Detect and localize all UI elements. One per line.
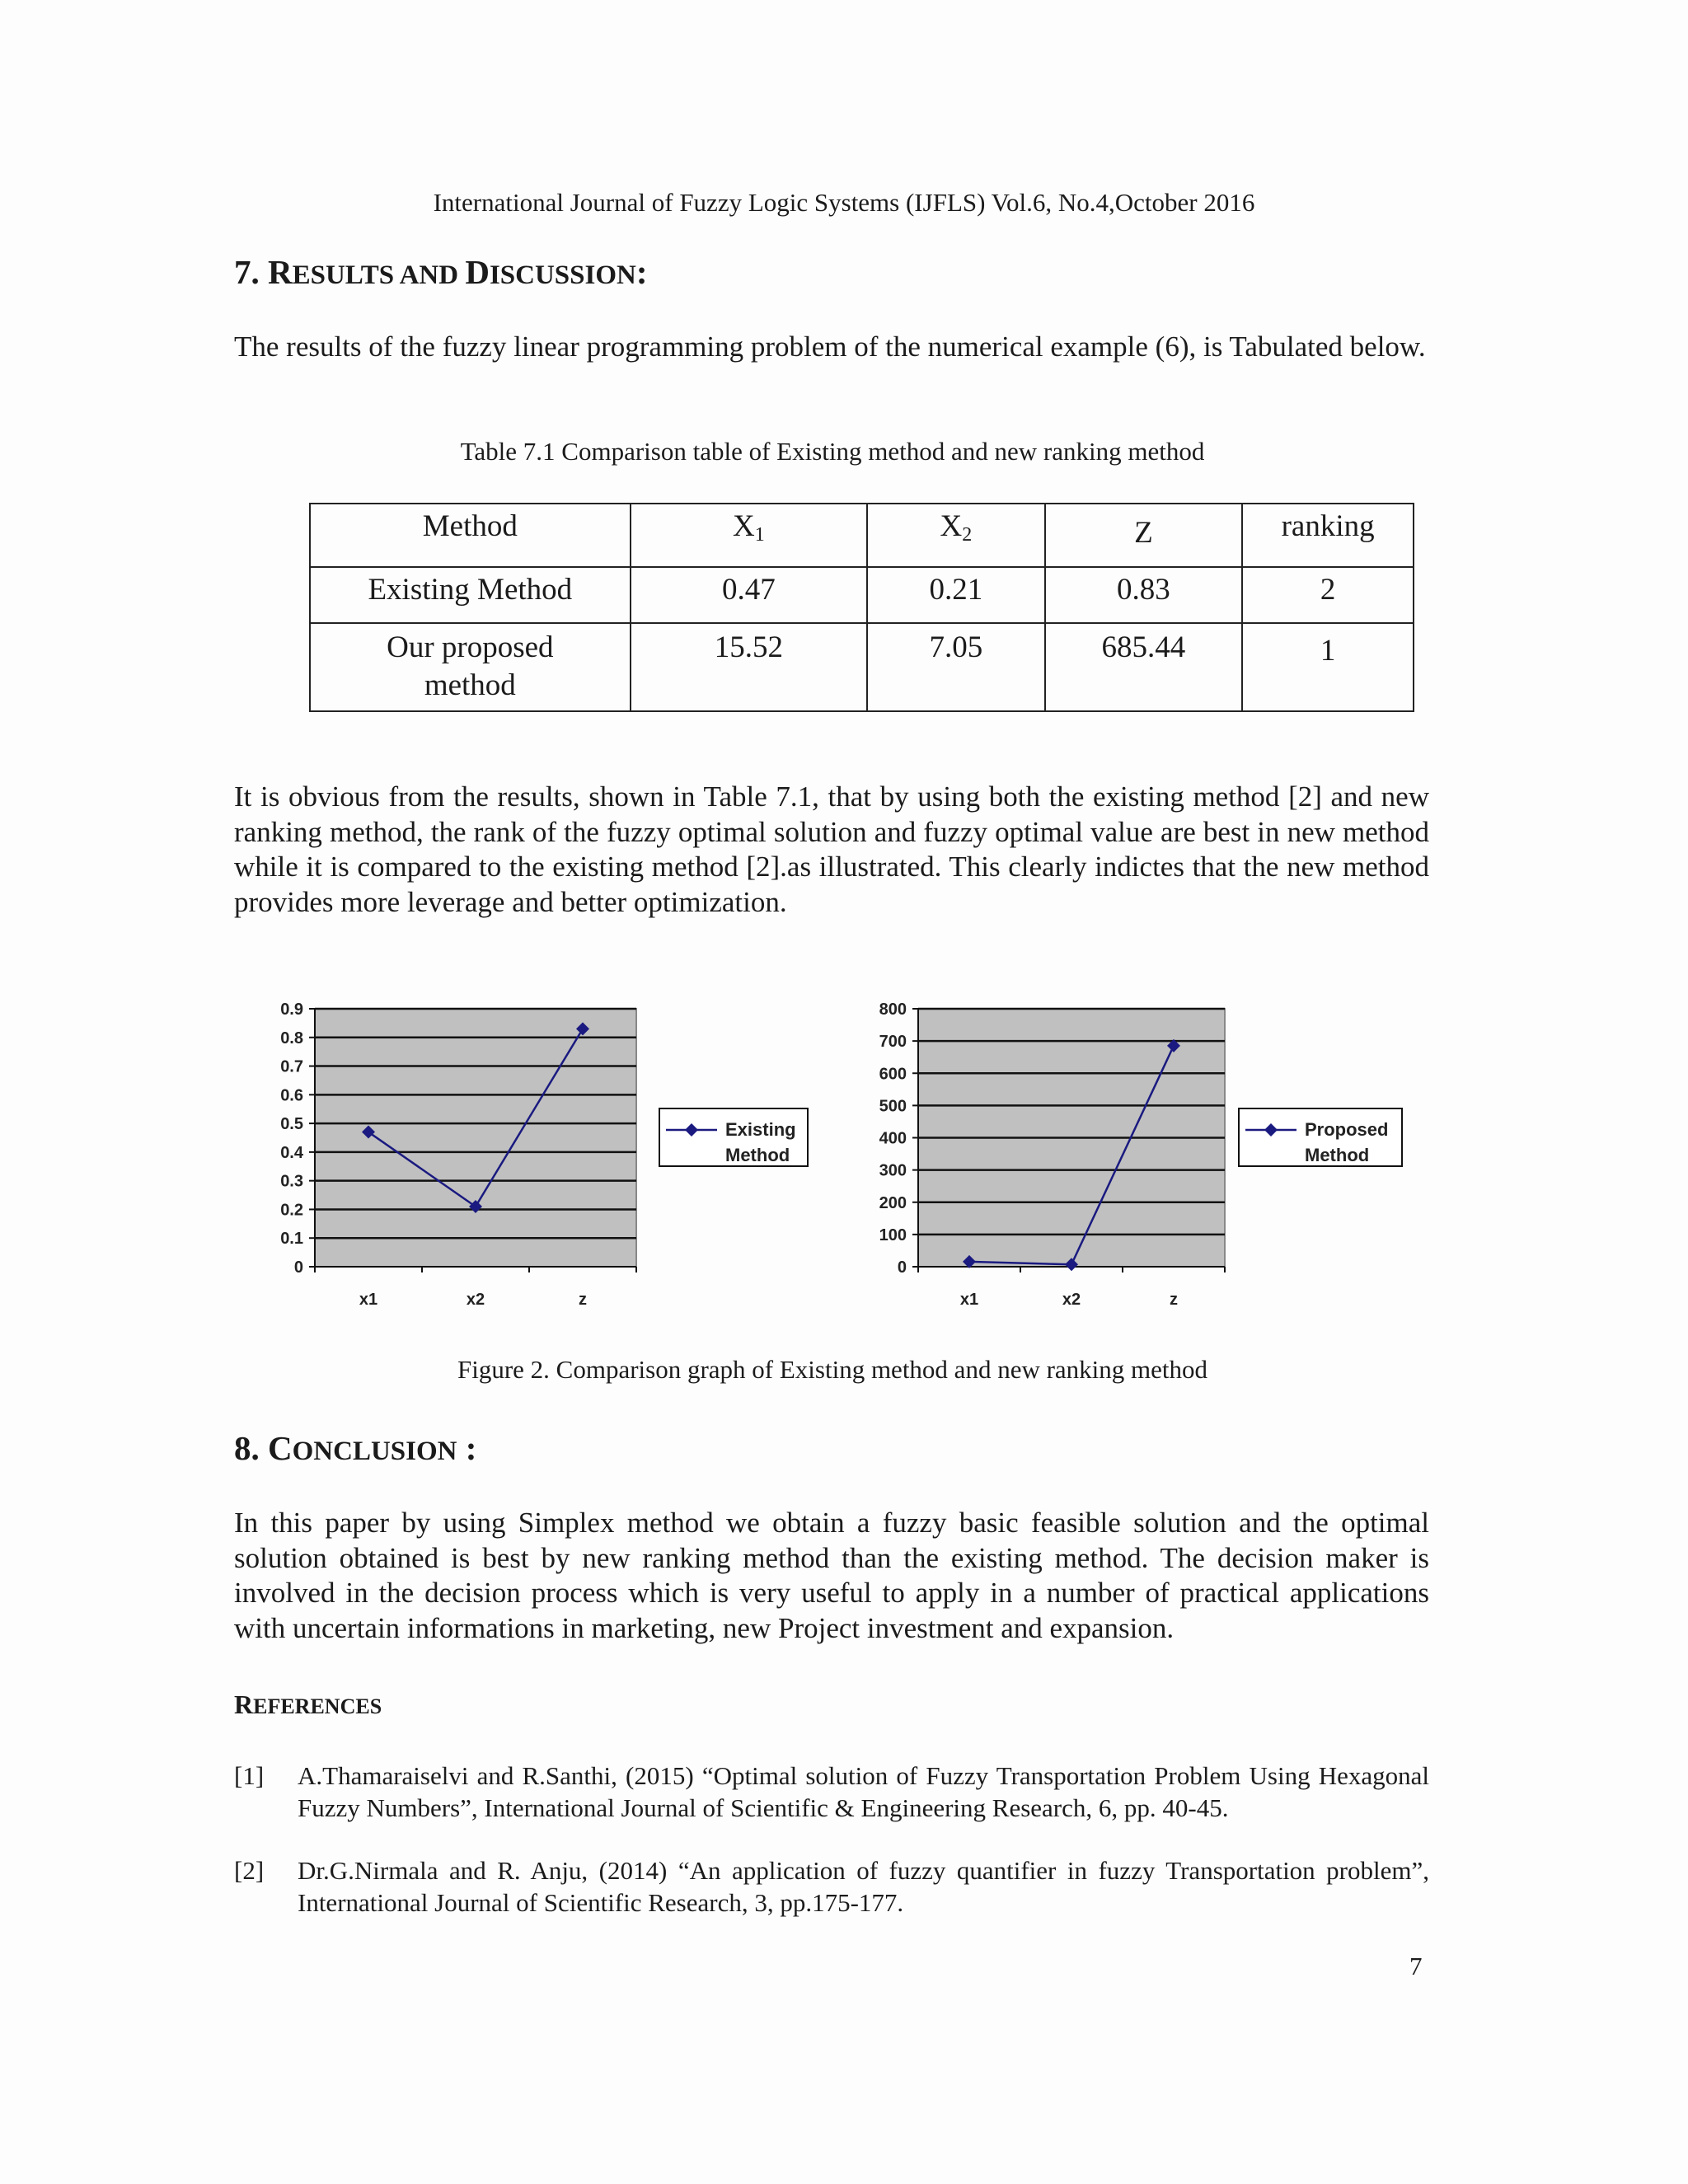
legend-label: Existing <box>725 1119 796 1140</box>
header-ranking: ranking <box>1242 504 1414 567</box>
existing-method-chart <box>247 989 841 1335</box>
cell-rank: 2 <box>1242 567 1414 623</box>
x-tick-label: x2 <box>466 1291 485 1309</box>
y-tick-label: 0.3 <box>280 1172 303 1191</box>
references-heading: REFERENCES <box>234 1690 382 1719</box>
reference-item <box>234 1760 1429 1824</box>
reference-number: [2] <box>234 1856 265 1885</box>
y-tick-label: 0 <box>897 1258 907 1277</box>
section-8-heading: 8. CONCLUSION : <box>234 1429 477 1467</box>
cell-x2: 0.21 <box>867 567 1045 623</box>
comparison-table <box>309 503 1414 712</box>
discussion-paragraph: It is obvious from the results, shown in Table 7.1, that by using both the existing method [2] and new ranking method, the rank of the fuzzy optimal solution and fuzzy optimal value are best in new method while it is compared to the existing method [2].as illustrated. This clearly indictes that the new method provides more leverage and better optimization. <box>234 780 1429 918</box>
x-tick-label: x1 <box>959 1291 979 1309</box>
journal-header: International Journal of Fuzzy Logic Systems (IJFLS) Vol.6, No.4,October 2016 <box>433 188 1255 217</box>
x-tick-label: x2 <box>1062 1291 1081 1309</box>
conclusion-paragraph: In this paper by using Simplex method we obtain a fuzzy basic feasible solution and the optimal solution obtained is best by new ranking method than the existing method. The decision maker is involved in the decision process which is very useful to apply in a number of practical applications with uncertain informations in marketing, new Project investment and expansion. <box>234 1507 1429 1644</box>
reference-text: A.Thamaraiselvi and R.Santhi, (2015) “Optimal solution of Fuzzy Transportation Problem Using Hexagonal Fuzzy Numbers”, International Journal of Scientific & Engineering Research, 6, pp. 40-45. <box>298 1761 1429 1822</box>
y-tick-label: 800 <box>879 1001 907 1019</box>
table-row <box>310 567 1414 623</box>
y-tick-label: 100 <box>879 1226 907 1244</box>
y-tick-label: 0.2 <box>280 1201 303 1220</box>
reference-item <box>234 1855 1429 1919</box>
y-tick-label: 200 <box>879 1193 907 1212</box>
cell-z: 0.83 <box>1045 567 1243 623</box>
figure-caption: Figure 2. Comparison graph of Existing method and new ranking method <box>457 1355 1208 1384</box>
y-tick-label: 600 <box>879 1065 907 1084</box>
proposed-method-chart <box>832 989 1426 1335</box>
header-x2: $X_2$ <box>867 504 1045 567</box>
section-7-heading: 7. RESULTS AND DISCUSSION: <box>234 253 648 291</box>
page-number: 7 <box>1409 1952 1423 1980</box>
legend-label: Proposed <box>1305 1119 1389 1140</box>
x-tick-label: z <box>1170 1291 1178 1309</box>
plot-area <box>315 1009 636 1267</box>
cell-x1: 15.52 <box>631 623 867 711</box>
y-tick-label: 0.5 <box>280 1115 303 1134</box>
y-tick-label: 0.4 <box>280 1143 303 1162</box>
x-tick-label: z <box>579 1291 587 1309</box>
results-intro-paragraph: The results of the fuzzy linear programming problem of the numerical example (6), is Tabulated below. <box>234 330 1426 363</box>
reference-number: [1] <box>234 1761 265 1790</box>
cell-x2: 7.05 <box>867 623 1045 711</box>
cell-method: Our proposed method <box>310 623 631 711</box>
y-tick-label: 700 <box>879 1033 907 1052</box>
cell-z: 685.44 <box>1045 623 1243 711</box>
y-tick-label: 0.7 <box>280 1057 303 1076</box>
table-header-row <box>310 504 1414 567</box>
y-tick-label: 0.8 <box>280 1029 303 1047</box>
y-tick-label: 0.1 <box>280 1230 303 1249</box>
table-row <box>310 623 1414 711</box>
x-tick-label: x1 <box>359 1291 378 1309</box>
cell-x1: 0.47 <box>631 567 867 623</box>
legend-label: Method <box>1305 1145 1370 1165</box>
y-tick-label: 0.9 <box>280 1001 303 1019</box>
y-tick-label: 400 <box>879 1129 907 1148</box>
legend-label: Method <box>725 1145 790 1165</box>
header-z: Z <box>1045 504 1243 567</box>
table-caption: Table 7.1 Comparison table of Existing method and new ranking method <box>460 437 1205 466</box>
reference-text: Dr.G.Nirmala and R. Anju, (2014) “An application of fuzzy quantifier in fuzzy Transportation problem”, International Journal of Scientific Research, 3, pp.175-177. <box>298 1856 1429 1917</box>
cell-rank: 1 <box>1242 623 1414 711</box>
header-method: Method <box>310 504 631 567</box>
y-tick-label: 300 <box>879 1161 907 1180</box>
cell-method: Existing Method <box>310 567 631 623</box>
header-x1: $X_1$ <box>631 504 867 567</box>
y-tick-label: 0 <box>293 1258 303 1277</box>
y-tick-label: 0.6 <box>280 1086 303 1105</box>
y-tick-label: 500 <box>879 1097 907 1116</box>
